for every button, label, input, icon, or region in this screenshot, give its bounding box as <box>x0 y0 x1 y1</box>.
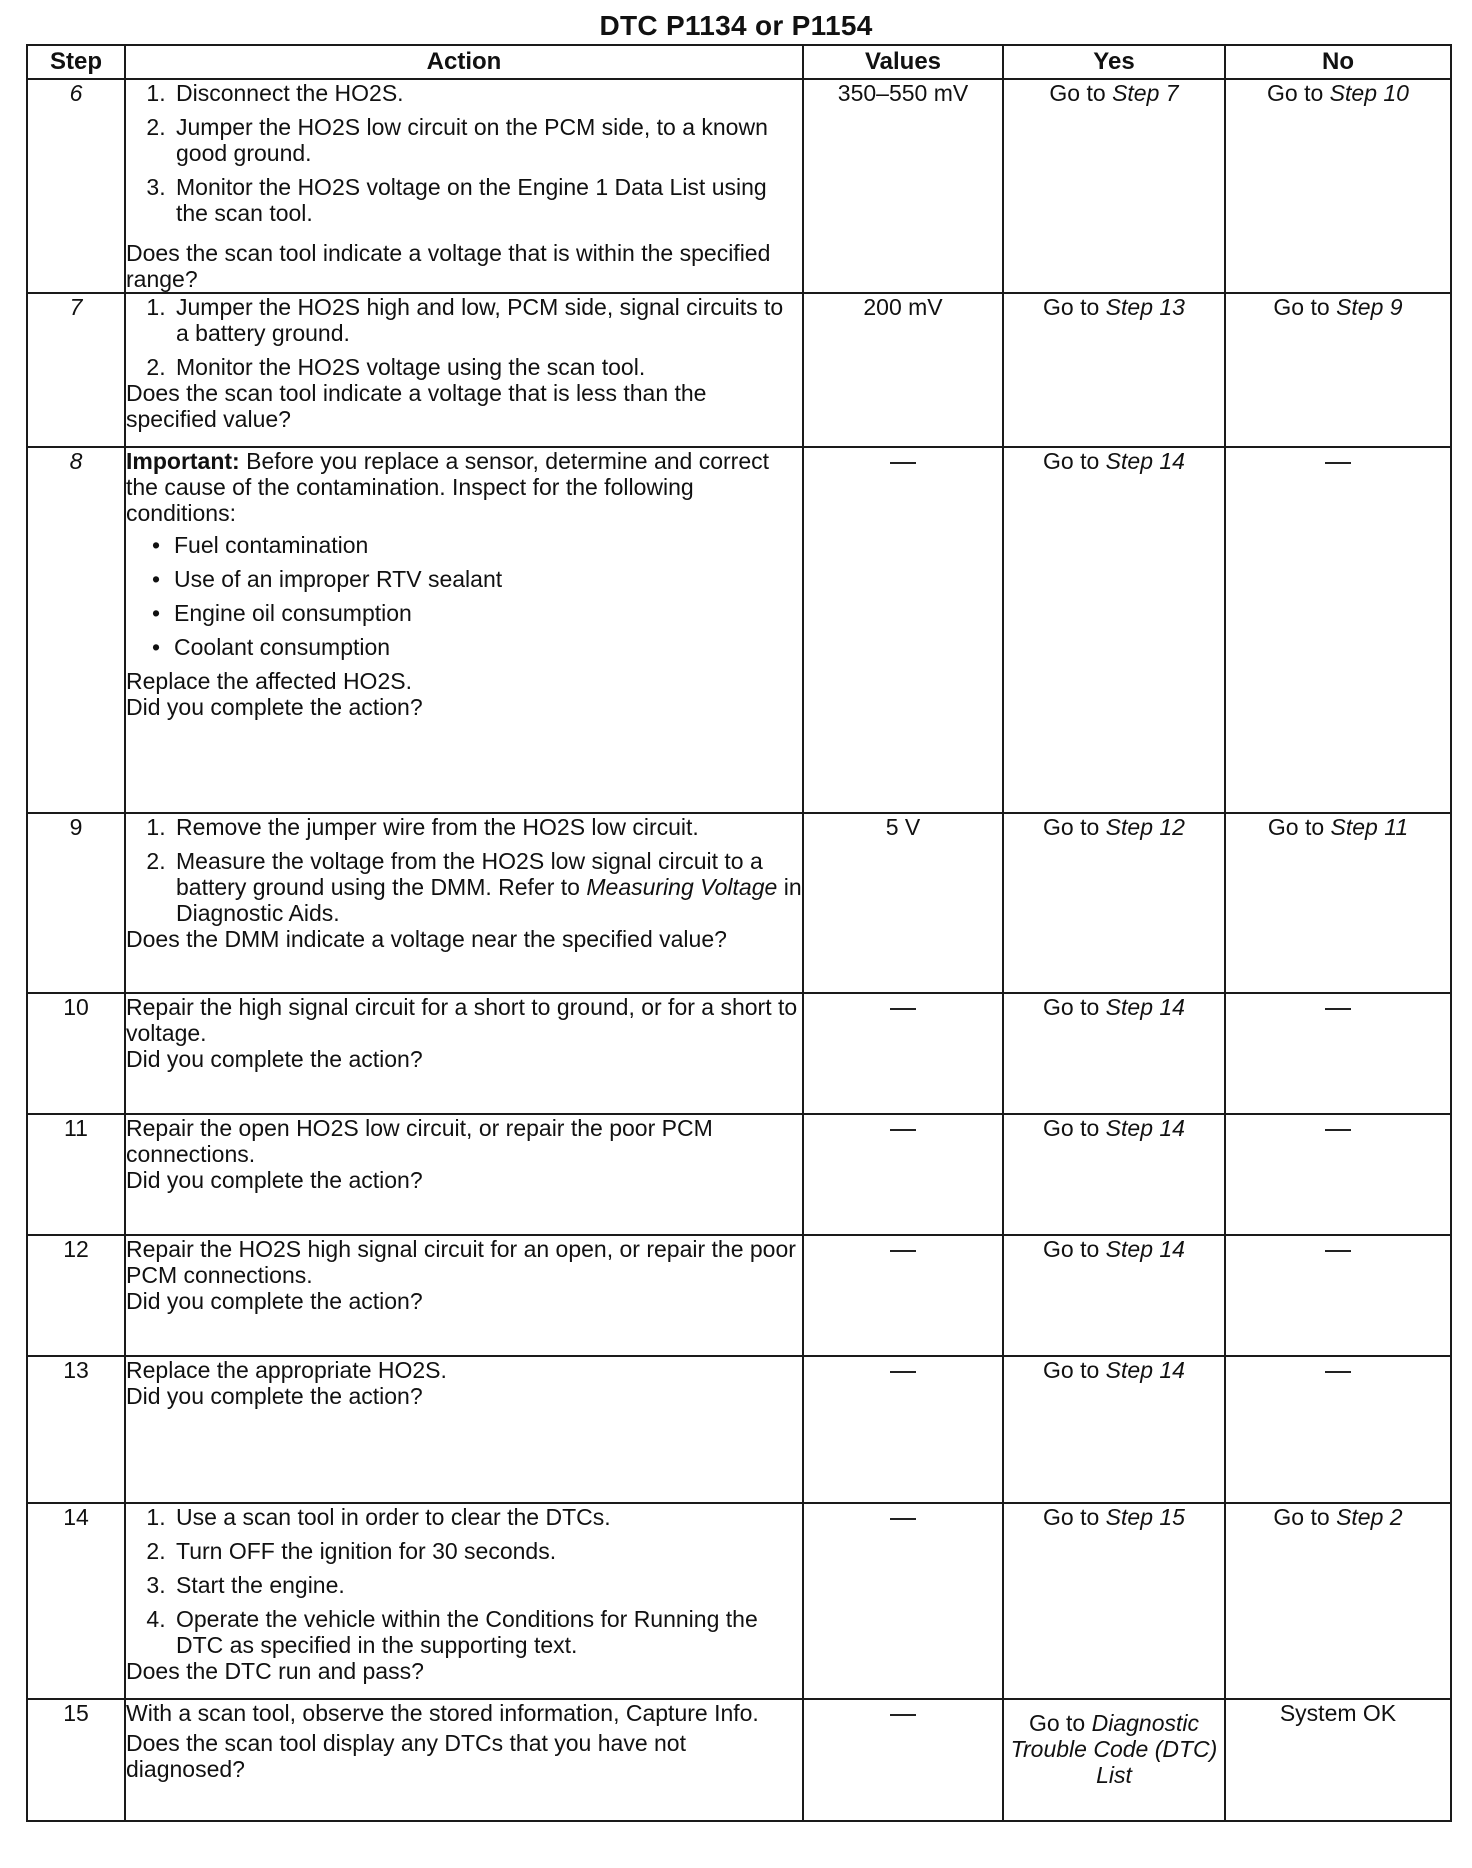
step-number: 12 <box>27 1235 125 1356</box>
step-number: 15 <box>27 1699 125 1821</box>
yes-cell <box>1003 1503 1225 1699</box>
yes-prefix: Go to <box>1049 80 1113 106</box>
no-prefix: Go to <box>1273 294 1337 320</box>
header-no: No <box>1225 45 1451 79</box>
dash-empty <box>890 1129 916 1131</box>
step-number: 7 <box>27 293 125 447</box>
dash-empty <box>1325 1371 1351 1373</box>
important-label: Important: <box>126 448 240 474</box>
dash-empty <box>1325 462 1351 464</box>
yes-cell <box>1003 1356 1225 1503</box>
table-row-step-8 <box>27 447 1451 813</box>
value-cell <box>803 1356 1003 1503</box>
no-prefix: Go to <box>1267 814 1331 840</box>
step-number: 13 <box>27 1356 125 1503</box>
action-cell <box>125 79 803 293</box>
action-item: 1. Use a scan tool in order to clear the DTCs. <box>172 1504 802 1530</box>
action-cell <box>125 1235 803 1356</box>
yes-prefix: Go to <box>1043 1236 1106 1262</box>
important-text: Before you replace a sensor, determine and correct the cause of the contamination. Inspect for the following conditions: <box>126 448 770 526</box>
table-row-step-11 <box>27 1114 1451 1235</box>
action-item: 4. Operate the vehicle within the Conditions for Running the DTC as specified in the supporting text. <box>172 1606 802 1658</box>
step-number: 14 <box>27 1503 125 1699</box>
header-action: Action <box>125 45 803 79</box>
no-step-link[interactable]: Step 10 <box>1329 80 1409 106</box>
yes-prefix: Go to <box>1043 814 1106 840</box>
no-step-link[interactable]: Step 11 <box>1330 814 1409 840</box>
table-row-step-6 <box>27 79 1451 293</box>
yes-step-link[interactable]: Step 14 <box>1105 448 1185 474</box>
action-cell <box>125 1114 803 1235</box>
value-cell <box>803 1503 1003 1699</box>
yes-cell <box>1003 993 1225 1114</box>
important-note <box>126 448 802 526</box>
action-item: 3. Monitor the HO2S voltage on the Engine 1 Data List using the scan tool. <box>172 174 802 226</box>
step-number: 8 <box>27 447 125 813</box>
action-cell <box>125 993 803 1114</box>
yes-prefix: Go to <box>1043 448 1106 474</box>
value-cell <box>803 1235 1003 1356</box>
no-step-link[interactable]: Step 2 <box>1336 1504 1403 1530</box>
value-cell <box>803 1114 1003 1235</box>
yes-step-link[interactable]: Step 13 <box>1105 294 1185 320</box>
dash-empty <box>1325 1129 1351 1131</box>
yes-prefix: Go to <box>1043 994 1106 1020</box>
action-item: 2. Monitor the HO2S voltage using the scan tool. <box>172 354 802 380</box>
action-question: Does the DTC run and pass? <box>126 1658 424 1684</box>
value-cell: 200 mV <box>803 293 1003 447</box>
yes-step-link[interactable]: Step 14 <box>1105 994 1185 1020</box>
dash-empty <box>890 1008 916 1010</box>
no-cell <box>1225 1235 1451 1356</box>
action-list <box>126 1504 802 1658</box>
action-question: Did you complete the action? <box>126 694 423 720</box>
dash-empty <box>890 462 916 464</box>
yes-prefix: Go to <box>1028 1710 1092 1736</box>
action-item-text: in Diagnostic Aids. <box>176 874 802 926</box>
page-title: DTC P1134 or P1154 <box>599 10 873 41</box>
yes-cell <box>1003 1114 1225 1235</box>
step-number: 9 <box>27 813 125 993</box>
action-item: 1. Remove the jumper wire from the HO2S low circuit. <box>172 814 802 840</box>
action-item <box>172 848 802 926</box>
no-prefix: Go to <box>1273 1504 1337 1530</box>
diagnostic-table <box>26 44 1452 1822</box>
no-cell <box>1225 1503 1451 1699</box>
yes-cell <box>1003 1699 1225 1821</box>
action-cell <box>125 293 803 447</box>
value-cell: 350–550 mV <box>803 79 1003 293</box>
action-instruction: Replace the affected HO2S. <box>126 668 412 694</box>
action-list <box>126 80 802 234</box>
header-values: Values <box>803 45 1003 79</box>
value-cell <box>803 993 1003 1114</box>
yes-step-link[interactable]: Step 15 <box>1105 1504 1185 1530</box>
action-cell <box>125 1699 803 1821</box>
action-item: 1. Jumper the HO2S high and low, PCM side, signal circuits to a battery ground. <box>172 294 802 346</box>
table-row-step-10 <box>27 993 1451 1114</box>
condition-list <box>126 532 802 660</box>
no-cell <box>1225 813 1451 993</box>
yes-step-link[interactable]: Step 12 <box>1105 814 1185 840</box>
list-item: • Engine oil consumption <box>174 600 802 626</box>
action-question: Does the scan tool display any DTCs that you have not diagnosed? <box>126 1730 686 1782</box>
no-cell <box>1225 79 1451 293</box>
action-cell <box>125 813 803 993</box>
action-question: Did you complete the action? <box>126 1288 423 1314</box>
yes-step-link[interactable]: Step 14 <box>1105 1236 1185 1262</box>
action-instruction: With a scan tool, observe the stored information, Capture Info. <box>126 1700 759 1726</box>
action-cell <box>125 1356 803 1503</box>
dash-empty <box>890 1518 916 1520</box>
list-item: • Fuel contamination <box>174 532 802 558</box>
yes-prefix: Go to <box>1043 294 1106 320</box>
value-cell <box>803 447 1003 813</box>
step-number: 10 <box>27 993 125 1114</box>
action-item-text: Measure the voltage from the HO2S low signal circuit to a battery ground using the DMM. Refer to <box>176 848 763 900</box>
table-row-step-13 <box>27 1356 1451 1503</box>
list-item: • Use of an improper RTV sealant <box>174 566 802 592</box>
action-cell <box>125 1503 803 1699</box>
action-cell <box>125 447 803 813</box>
yes-prefix: Go to <box>1043 1115 1106 1141</box>
dash-empty <box>890 1714 916 1716</box>
no-cell <box>1225 447 1451 813</box>
dash-empty <box>890 1250 916 1252</box>
no-cell <box>1225 993 1451 1114</box>
dash-empty <box>1325 1250 1351 1252</box>
action-question: Does the DMM indicate a voltage near the specified value? <box>126 926 727 952</box>
action-item: 2. Turn OFF the ignition for 30 seconds. <box>172 1538 802 1564</box>
list-item: • Coolant consumption <box>174 634 802 660</box>
no-cell <box>1225 1114 1451 1235</box>
step-number: 6 <box>27 79 125 293</box>
table-row-step-15 <box>27 1699 1451 1821</box>
yes-cell <box>1003 293 1225 447</box>
no-cell: System OK <box>1225 1699 1451 1821</box>
header-row <box>27 45 1451 79</box>
action-list <box>126 294 802 380</box>
yes-step-link[interactable]: Step 14 <box>1105 1115 1185 1141</box>
header-yes: Yes <box>1003 45 1225 79</box>
header-step: Step <box>27 45 125 79</box>
no-cell <box>1225 1356 1451 1503</box>
yes-cell <box>1003 447 1225 813</box>
table-row-step-12 <box>27 1235 1451 1356</box>
dash-empty <box>890 1371 916 1373</box>
value-cell: 5 V <box>803 813 1003 993</box>
action-question: Did you complete the action? <box>126 1167 423 1193</box>
yes-dtc-list-link[interactable]: Diagnostic Trouble Code (DTC) List <box>1010 1710 1218 1788</box>
action-question: Does the scan tool indicate a voltage that is less than the specified value? <box>126 380 707 432</box>
value-cell <box>803 1699 1003 1821</box>
reference-link[interactable]: Measuring Voltage <box>586 874 778 900</box>
table-row-step-7 <box>27 293 1451 447</box>
yes-cell <box>1003 79 1225 293</box>
no-cell <box>1225 293 1451 447</box>
dash-empty <box>1325 1008 1351 1010</box>
yes-step-link[interactable]: Step 14 <box>1105 1357 1185 1383</box>
action-instruction: Repair the HO2S high signal circuit for an open, or repair the poor PCM connections. <box>126 1236 796 1288</box>
action-item: 2. Jumper the HO2S low circuit on the PCM side, to a known good ground. <box>172 114 802 166</box>
table-row-step-14 <box>27 1503 1451 1699</box>
yes-prefix: Go to <box>1043 1504 1106 1530</box>
yes-cell <box>1003 813 1225 993</box>
action-question: Did you complete the action? <box>126 1383 423 1409</box>
action-question: Does the scan tool indicate a voltage that is within the specified range? <box>126 240 771 292</box>
step-number: 11 <box>27 1114 125 1235</box>
action-question: Did you complete the action? <box>126 1046 423 1072</box>
action-instruction: Repair the high signal circuit for a short to ground, or for a short to voltage. <box>126 994 798 1046</box>
action-item: 3. Start the engine. <box>172 1572 802 1598</box>
yes-cell <box>1003 1235 1225 1356</box>
no-prefix: Go to <box>1267 80 1330 106</box>
action-item: 1. Disconnect the HO2S. <box>172 80 802 106</box>
yes-step-link[interactable]: Step 7 <box>1112 80 1179 106</box>
action-instruction: Replace the appropriate HO2S. <box>126 1357 447 1383</box>
no-step-link[interactable]: Step 9 <box>1336 294 1403 320</box>
yes-prefix: Go to <box>1043 1357 1106 1383</box>
action-list <box>126 814 802 926</box>
table-row-step-9 <box>27 813 1451 993</box>
action-instruction: Repair the open HO2S low circuit, or repair the poor PCM connections. <box>126 1115 713 1167</box>
